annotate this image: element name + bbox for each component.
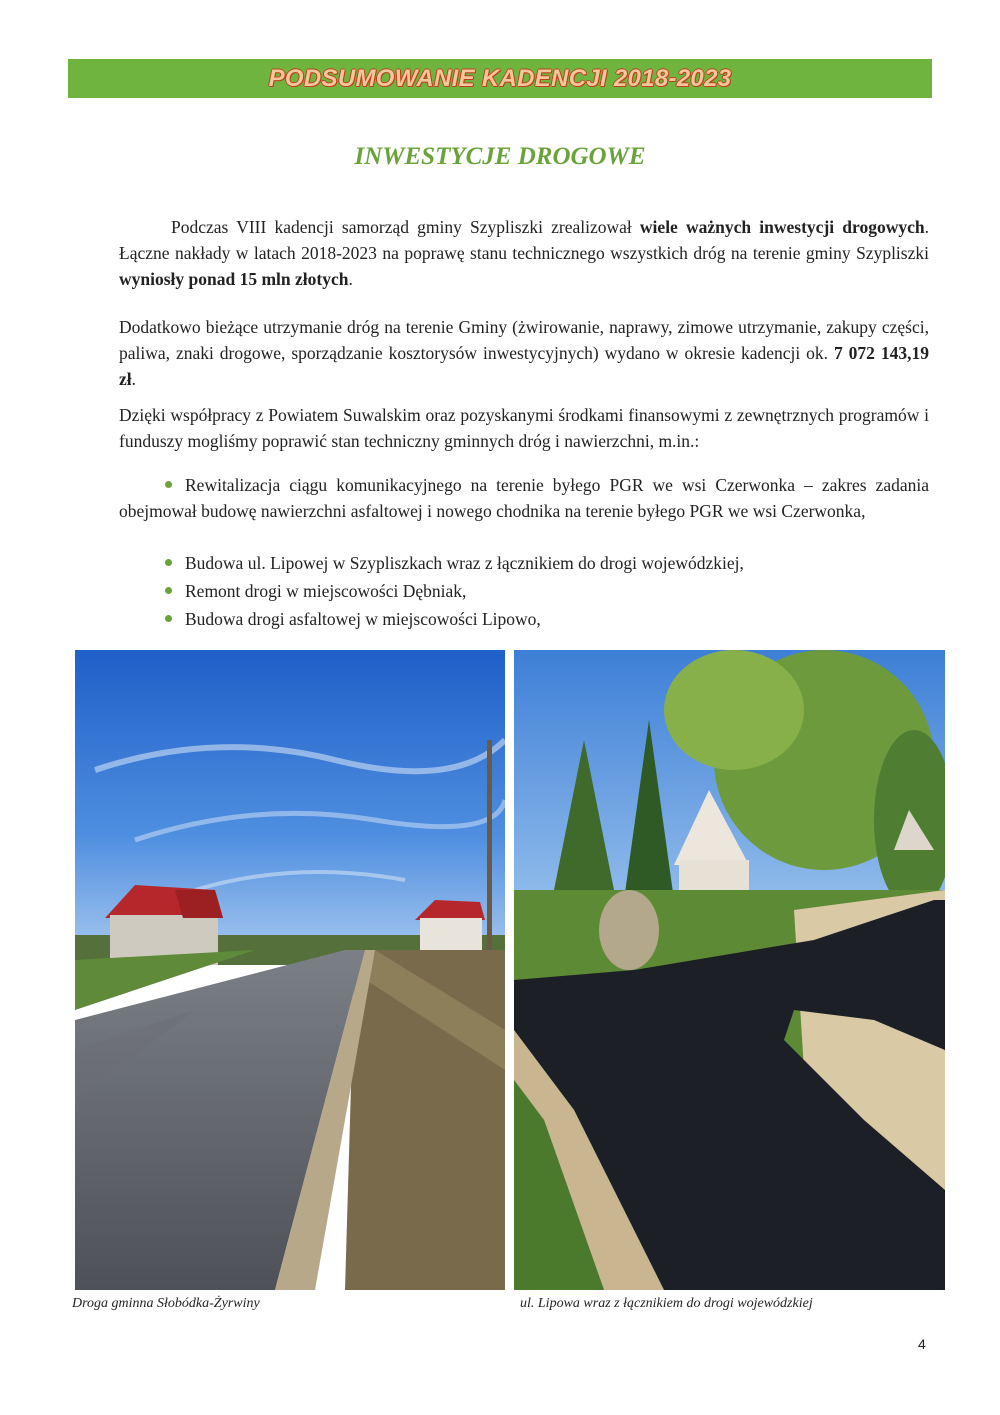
caption-right: ul. Lipowa wraz z łącznikiem do drogi wojewódzkiej (520, 1296, 813, 1311)
paragraph-intro (119, 214, 929, 292)
bullet-dot-icon (165, 615, 172, 622)
para2-text-1: Dodatkowo bieżące utrzymanie dróg na terenie Gminy (żwirowanie, naprawy, zimowe utrzymanie, zakupy części, paliwa, znaki drogowe, sporządzanie kosztorysów inwestycyjnych) wydano w okresie kadencji ok. (119, 317, 929, 363)
para1-text-1: Podczas VIII kadencji samorząd gminy Szypliszki zrealizował (171, 217, 640, 237)
list-item (119, 606, 929, 632)
bullet-dot-icon (165, 559, 172, 566)
para1-bold-1: wiele ważnych inwestycji drogowych (639, 217, 925, 237)
para2-text-2: . (131, 369, 137, 389)
para1-text-2: . Łączne nakłady w latach 2018-2023 na poprawę stanu technicznego wszystkich dróg na terenie gminy Szypliszki (119, 217, 929, 263)
section-title: INWESTYCJE DROGOWE (354, 143, 646, 170)
photo-road-slobodka (75, 650, 505, 1290)
page-number: 4 (918, 1336, 926, 1352)
photo-road-lipowa (514, 650, 945, 1290)
header-banner (68, 59, 932, 98)
banner-title: PODSUMOWANIE KADENCJI 2018-2023 (268, 64, 732, 92)
para1-bold-2: wyniosły ponad 15 mln złotych (119, 269, 349, 289)
bullet-text: Remont drogi w miejscowości Dębniak, (185, 581, 467, 601)
list-item (119, 550, 929, 576)
para1-text-3: . (348, 269, 353, 289)
bullet-text: Budowa ul. Lipowej w Szypliszkach wraz z łącznikiem do drogi wojewódzkiej, (185, 553, 744, 573)
list-item (119, 578, 929, 604)
paragraph-maintenance (119, 314, 929, 392)
bullet-text: Rewitalizacja ciągu komunikacyjnego na terenie byłego PGR we wsi Czerwonka – zakres zadania obejmował budowę nawierzchni asfaltowej i nowego chodnika na terenie byłego PGR we wsi Czerwonka, (119, 475, 929, 521)
paragraph-cooperation (119, 402, 929, 454)
list-item (119, 472, 929, 524)
bullet-dot-icon (165, 587, 172, 594)
para3-text: Dzięki współpracy z Powiatem Suwalskim oraz pozyskanymi środkami finansowymi z zewnętrznych programów i funduszy mogliśmy poprawić stan techniczny gminnych dróg i nawierzchni, m.in.: (119, 405, 929, 451)
bullet-text: Budowa drogi asfaltowej w miejscowości Lipowo, (185, 609, 541, 629)
bullet-dot-icon (165, 481, 172, 488)
para2-amount: 7 072 143,19 zł (119, 343, 929, 389)
caption-left: Droga gminna Słobódka-Żyrwiny (72, 1296, 260, 1311)
